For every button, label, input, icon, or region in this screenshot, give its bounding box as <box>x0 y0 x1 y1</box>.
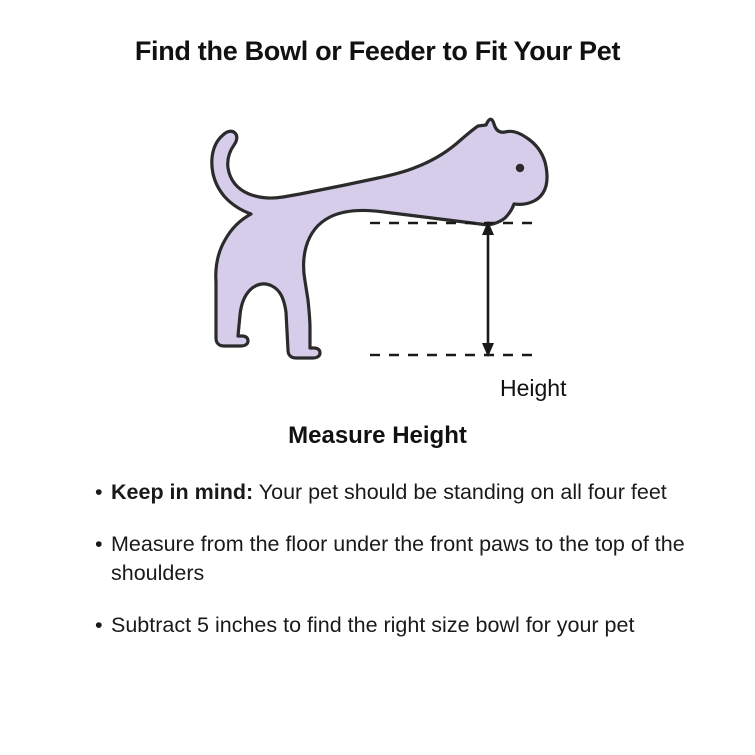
dog-silhouette-icon <box>212 119 547 358</box>
bullet-marker: • <box>95 480 103 504</box>
section-heading: Measure Height <box>288 422 467 449</box>
list-item-body: Subtract 5 inches to find the right size bowl for your pet <box>111 612 635 637</box>
bullet-marker: • <box>95 612 103 637</box>
list-item-text <box>111 530 685 589</box>
list-item <box>95 611 685 641</box>
height-measurement-label: Height <box>500 375 567 401</box>
dog-measurement-diagram <box>0 100 755 400</box>
list-item-body: Measure from the floor under the front paws to the top of the shoulders <box>111 531 685 586</box>
dog-eye-icon <box>516 164 524 172</box>
dog-body-shape <box>212 119 547 358</box>
list-item-body: Your pet should be standing on all four feet <box>253 480 667 504</box>
instructions-list <box>95 478 685 663</box>
list-item <box>95 530 685 589</box>
measurement-guides <box>370 221 540 357</box>
list-item-text <box>111 478 685 508</box>
list-item-lead: Keep in mind: <box>111 480 254 504</box>
list-item-text <box>111 611 685 641</box>
bullet-marker: • <box>95 531 103 556</box>
list-item <box>95 478 685 508</box>
page-title: Find the Bowl or Feeder to Fit Your Pet <box>134 36 621 66</box>
